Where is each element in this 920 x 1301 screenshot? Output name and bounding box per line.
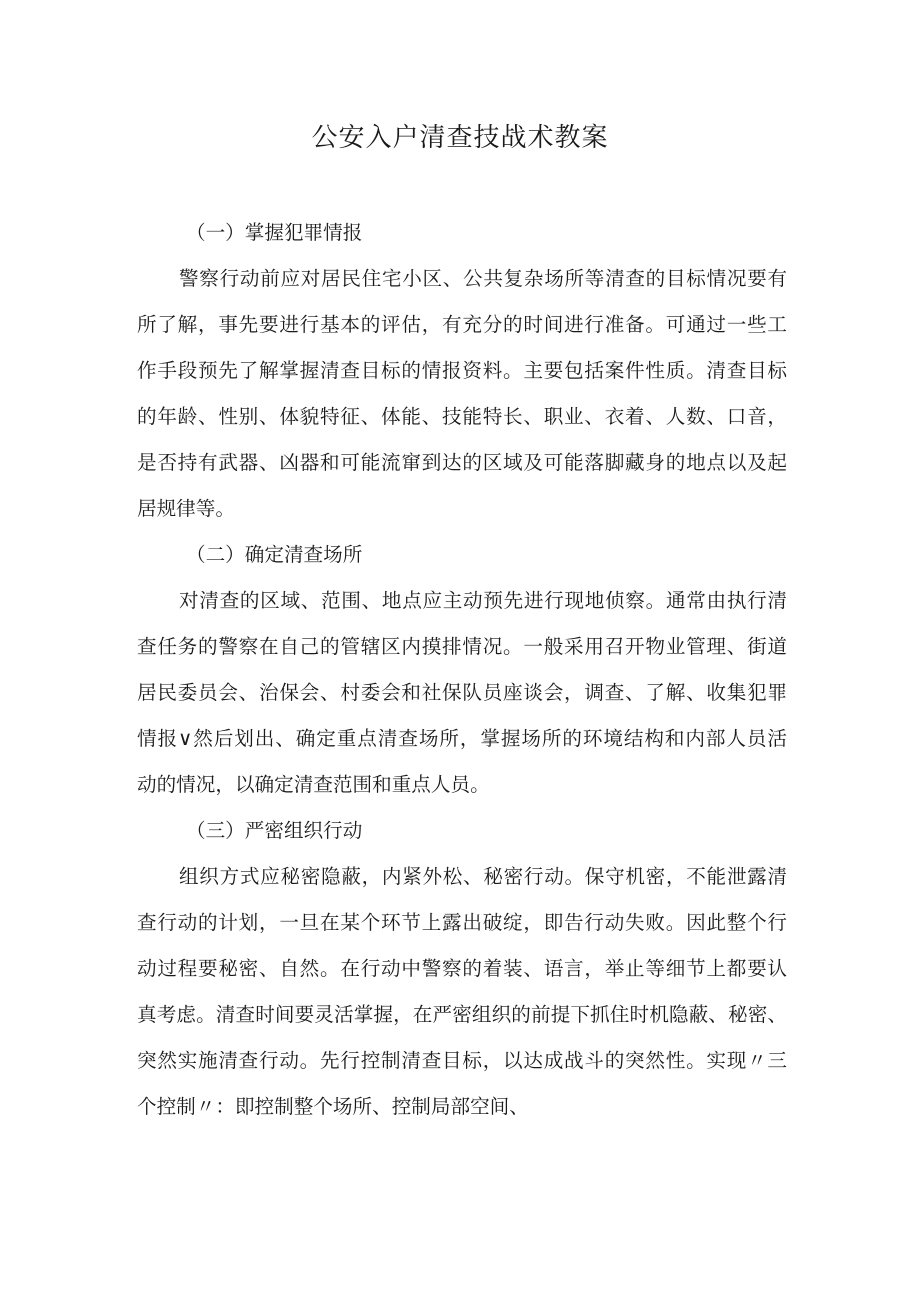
paragraph-line: 居规律等。 — [137, 497, 235, 520]
paragraph-line: 个控制〃：即控制整个场所、控制局部空间、 — [137, 1095, 529, 1118]
paragraph-line: 查任务的警察在自己的管辖区内摸排情况。一般采用召开物业管理、街道 — [137, 635, 787, 658]
paragraph-line: 突然实施清查行动。先行控制清查目标，以达成战斗的突然性。实现〃三 — [137, 1049, 787, 1072]
paragraph-line: 情报∨然后划出、确定重点清查场所，掌握场所的环境结构和内部人员活 — [137, 727, 787, 750]
paragraph-line: 作手段预先了解掌握清查目标的情报资料。主要包括案件性质。清查目标 — [137, 359, 787, 382]
paragraph-line: 真考虑。清查时间要灵活掌握，在严密组织的前提下抓住时机隐蔽、秘密、 — [137, 1003, 787, 1026]
paragraph-line: 组织方式应秘密隐蔽，内紧外松、秘密行动。保守机密，不能泄露清 — [179, 865, 787, 888]
paragraph-line: 的年龄、性别、体貌特征、体能、技能特长、职业、衣着、人数、口音， — [137, 405, 787, 428]
paragraph-line: 查行动的计划，一旦在某个环节上露出破绽，即告行动失败。因此整个行 — [137, 911, 787, 934]
paragraph-line: 动过程要秘密、自然。在行动中警察的着装、语言，举止等细节上都要认 — [137, 957, 787, 980]
paragraph-line: 警察行动前应对居民住宅小区、公共复杂场所等清查的目标情况要有 — [179, 267, 787, 290]
document-title: 公安入户清查技战术教案 — [311, 123, 609, 153]
section-heading-3: （三）严密组织行动 — [186, 819, 363, 842]
section-paragraph-1 — [137, 256, 787, 532]
paragraph-line: 是否持有武器、凶器和可能流窜到达的区域及可能落脚藏身的地点以及起 — [137, 451, 787, 474]
section-heading-1: （一）掌握犯罪情报 — [186, 221, 363, 244]
section-paragraph-2 — [137, 578, 787, 808]
section-heading-2: （二）确定清查场所 — [186, 543, 363, 566]
document-body — [137, 210, 787, 1130]
section-paragraph-3 — [137, 854, 787, 1130]
paragraph-line: 所了解，事先要进行基本的评估，有充分的时间进行准备。可通过一些工 — [137, 313, 787, 336]
paragraph-line: 对清查的区域、范围、地点应主动预先进行现地侦察。通常由执行清 — [179, 589, 787, 612]
paragraph-line: 居民委员会、治保会、村委会和社保队员座谈会，调查、了解、收集犯罪 — [137, 681, 787, 704]
paragraph-line: 动的情况，以确定清查范围和重点人员。 — [137, 773, 490, 796]
